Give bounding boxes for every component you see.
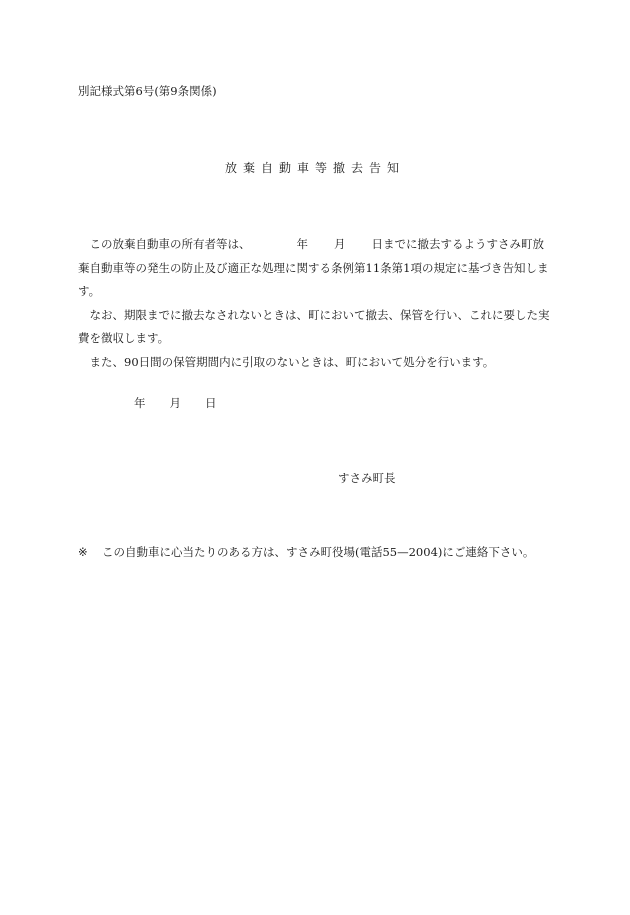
date-day: 日 [205, 396, 217, 410]
paragraph-2 [78, 304, 554, 351]
date-line [134, 395, 217, 411]
signatory: すさみ町長 [338, 471, 396, 485]
date-month: 月 [169, 396, 181, 410]
note-mark: ※ [78, 545, 88, 559]
p3-text: また、90日間の保管期間内に引取のないときは、町において処分を行います。 [89, 354, 495, 369]
p2-text: なお、期限までに撤去なされないときは、町において撤去、保管を行い、これに要した実費を徴収します。 [78, 307, 550, 345]
contact-note [78, 544, 534, 560]
document-title: 放棄自動車等撤去告知 [224, 161, 405, 175]
p1-month: 月 [334, 237, 346, 251]
notice-body [78, 233, 554, 374]
p1-year: 年 [296, 237, 308, 251]
p1-part2: 日までに撤去するようすさみ町放棄自動車等の発生の防止及び適正な処理に関する条例第11条第1項の規定に基づき告知します。 [78, 237, 549, 298]
paragraph-3 [78, 351, 554, 375]
date-year: 年 [134, 396, 146, 410]
note-text: この自動車に心当たりのある方は、すさみ町役場(電話55—2004)にご連絡下さい。 [102, 545, 535, 559]
paragraph-1 [78, 233, 554, 304]
form-number: 別記様式第6号(第9条関係) [78, 84, 217, 98]
p1-part1: この放棄自動車の所有者等は、 [89, 237, 251, 251]
